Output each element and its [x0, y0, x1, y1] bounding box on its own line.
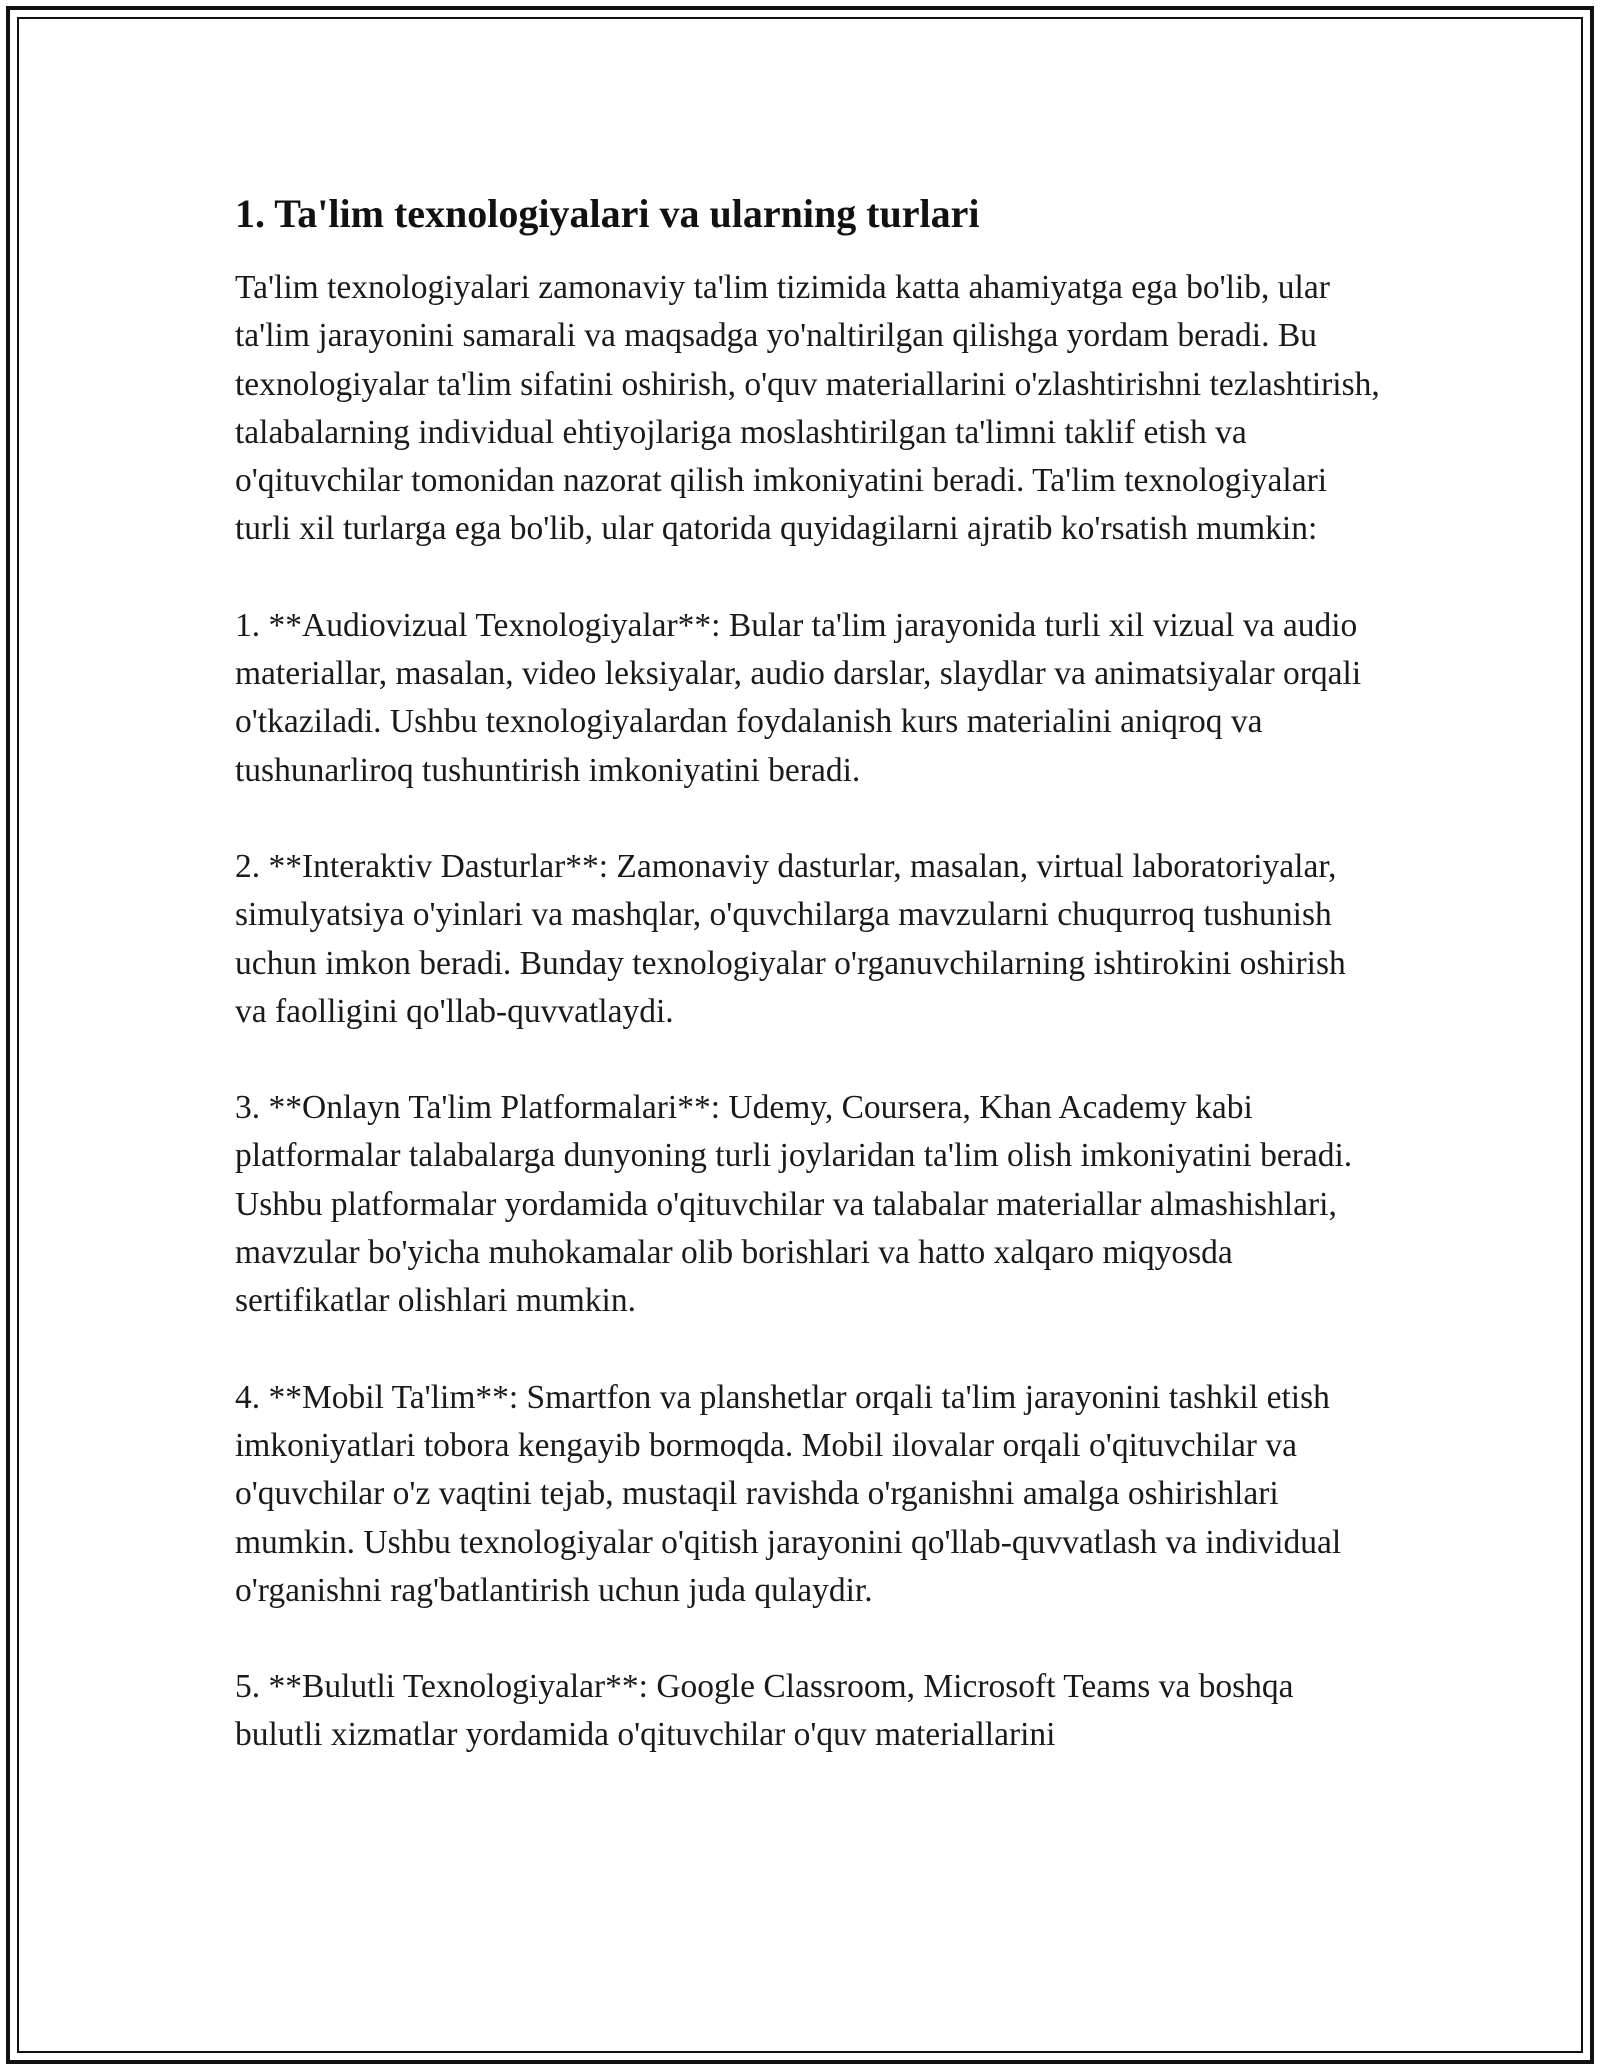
list-item-audiovisual: 1. **Audiovizual Texnologiyalar**: Bular ta'lim jarayonida turli xil vizual va audio materiallar, masalan, video leksiyalar, audio darslar, slaydlar va animatsiyalar orqali o'tkaziladi. Ushbu texnologiyalardan foydalanish kurs materialini aniqroq va tushunarliroq tushuntirish imkoniyatini beradi.	[235, 606, 1362, 789]
list-item-interactive: 2. **Interaktiv Dasturlar**: Zamonaviy dasturlar, masalan, virtual laboratoriyalar, simulyatsiya o'yinlari va mashqlar, o'quvchilarga mavzularni chuqurroq tushunish uchun imkon beradi. Bunday texnologiyalar o'rganuvchilarning ishtirokini oshirish va faolligini qo'llab-quvvatlaydi.	[235, 847, 1346, 1030]
list-item-mobile: 4. **Mobil Ta'lim**: Smartfon va planshetlar orqali ta'lim jarayonini tashkil etish imkoniyatlari tobora kengayib bormoqda. Mobil ilovalar orqali o'qituvchilar va o'quvchilar o'z vaqtini tejab, mustaqil ravishda o'rganishni amalga oshirishlari mumkin. Ushbu texnologiyalar o'qitish jarayonini qo'llab-quvvatlash va individual o'rganishni rag'batlantirish uchun juda qulaydir.	[235, 1378, 1342, 1609]
document-body	[235, 184, 1380, 1808]
list-item-online-platforms: 3. **Onlayn Ta'lim Platformalari**: Udemy, Coursera, Khan Academy kabi platformalar talabalarga dunyoning turli joylaridan ta'lim olish imkoniyatini beradi. Ushbu platformalar yordamida o'qituvchilar va talabalar materiallar almashishlari, mavzular bo'yicha muhokamalar olib borishlari va hatto xalqaro miqyosda sertifikatlar olishlari mumkin.	[235, 1089, 1353, 1320]
section-heading: 1. Ta'lim texnologiyalari va ularning turlari	[235, 191, 980, 236]
intro-paragraph: Ta'lim texnologiyalari zamonaviy ta'lim tizimida katta ahamiyatga ega bo'lib, ular ta'lim jarayonini samarali va maqsadga yo'naltirilgan qilishga yordam beradi. Bu texnologiyalar ta'lim sifatini oshirish, o'quv materiallarini o'zlashtirishni tezlashtirish, talabalarning individual ehtiyojlariga moslashtirilgan ta'limni taklif etish va o'qituvchilar tomonidan nazorat qilish imkoniyatini beradi. Ta'lim texnologiyalari turli xil turlarga ega bo'lib, ular qatorida quyidagilarni ajratib ko'rsatish mumkin:	[235, 269, 1380, 548]
list-item-cloud: 5. **Bulutli Texnologiyalar**: Google Classroom, Microsoft Teams va boshqa bulutli xizmatlar yordamida o'qituvchilar o'quv materiallarini	[235, 1668, 1294, 1754]
